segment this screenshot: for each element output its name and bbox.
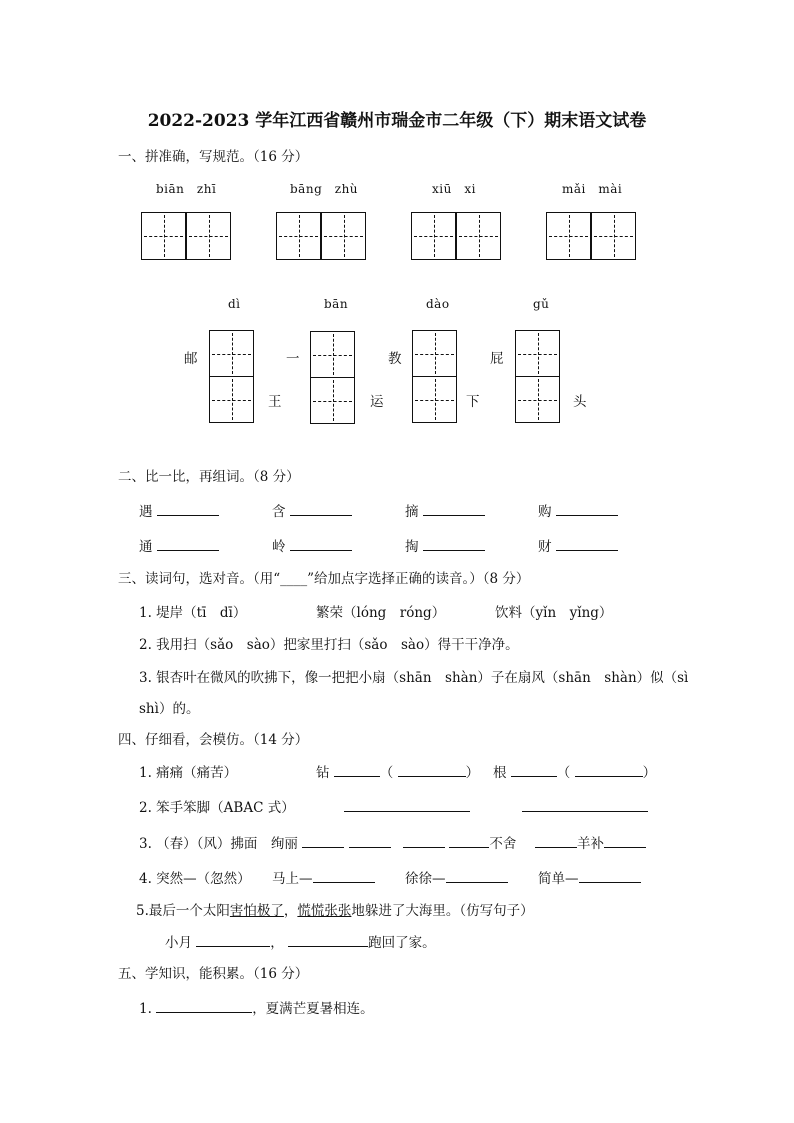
writing-box[interactable] <box>141 212 186 260</box>
compare-item: 购 <box>538 500 618 520</box>
writing-box[interactable] <box>412 330 457 377</box>
side-char: 一 <box>286 351 300 367</box>
compare-item: 含 <box>272 500 352 520</box>
q4-item-2: 2. 笨手笨脚（ABAC 式） <box>139 800 295 816</box>
side-char: 运 <box>370 394 384 410</box>
q4-item-1b: 根 （ ） <box>493 761 656 781</box>
q4-item-5: 5.最后一个太阳害怕极了，慌慌张张地躲进了大海里。（仿写句子） <box>136 903 534 919</box>
writing-box[interactable] <box>310 377 355 424</box>
q4-item-3: 3. （春）（风）拂面 绚丽 不舍 羊补 <box>139 832 646 852</box>
writing-box[interactable] <box>411 212 456 260</box>
q4-item-4b: 徐徐— <box>405 867 508 887</box>
compare-item: 岭 <box>272 535 352 555</box>
answer-blank[interactable] <box>423 536 485 551</box>
writing-box[interactable] <box>209 330 254 377</box>
answer-blank[interactable] <box>302 833 344 848</box>
q3-item-1c: 饮料（yǐn yǐng） <box>495 605 613 621</box>
answer-blank[interactable] <box>290 501 352 516</box>
compare-item: 摘 <box>405 500 485 520</box>
section-1-heading: 一、拼准确，写规范。（16 分） <box>118 149 309 165</box>
answer-blank[interactable] <box>575 762 643 777</box>
q3-item-1b: 繁荣（lóng róng） <box>316 605 446 621</box>
q3-item-3: 3. 银杏叶在微风的吹拂下，像一把把小扇（shān shàn）子在扇风（shān shàn）似（sì <box>139 670 689 686</box>
section-2-heading: 二、比一比，再组词。（8 分） <box>118 469 300 485</box>
answer-blank[interactable] <box>522 797 648 812</box>
answer-blank[interactable] <box>449 833 489 848</box>
answer-blank[interactable] <box>344 797 470 812</box>
q3-item-2: 2. 我用扫（sǎo sào）把家里打扫（sǎo sào）得干干净净。 <box>139 637 519 653</box>
compare-item: 掏 <box>405 535 485 555</box>
q4-item-4-example: 4. 突然—（忽然） <box>139 871 251 887</box>
answer-blank[interactable] <box>423 501 485 516</box>
q5-item-1: 1. ，夏满芒夏暑相连。 <box>139 997 374 1017</box>
writing-box[interactable] <box>209 376 254 423</box>
writing-box[interactable] <box>546 212 591 260</box>
writing-box[interactable] <box>515 330 560 377</box>
answer-blank[interactable] <box>156 998 252 1013</box>
q3-item-3-cont: shì）的。 <box>139 701 200 717</box>
answer-blank[interactable] <box>288 932 368 947</box>
answer-blank[interactable] <box>535 833 577 848</box>
pinyin-4: mǎi mài <box>562 182 623 196</box>
q4-item-1a: 钻 （ ） <box>316 761 479 781</box>
compare-item: 遇 <box>139 500 219 520</box>
writing-box[interactable] <box>276 212 321 260</box>
answer-blank[interactable] <box>290 536 352 551</box>
section-5-heading: 五、学知识，能积累。（16 分） <box>118 966 309 982</box>
q4-item-1-example: 1. 痛痛（痛苦） <box>139 765 238 781</box>
q4-item-4a: 马上— <box>272 867 375 887</box>
side-char: 下 <box>466 394 480 410</box>
answer-blank[interactable] <box>157 536 219 551</box>
writing-box[interactable] <box>321 212 366 260</box>
pinyin-5: dì <box>228 297 241 311</box>
side-char: 屁 <box>490 351 504 367</box>
writing-box[interactable] <box>515 376 560 423</box>
q4-item-4c: 简单— <box>538 867 641 887</box>
answer-blank[interactable] <box>196 932 270 947</box>
q4-item-5-answer: 小月 ， 跑回了家。 <box>165 931 436 951</box>
writing-box[interactable] <box>456 212 501 260</box>
pinyin-8: gǔ <box>533 297 550 311</box>
answer-blank[interactable] <box>403 833 445 848</box>
side-char: 教 <box>388 351 402 367</box>
compare-item: 通 <box>139 535 219 555</box>
side-char: 邮 <box>184 351 198 367</box>
writing-box[interactable] <box>412 376 457 423</box>
writing-box[interactable] <box>186 212 231 260</box>
page-title: 2022-2023 学年江西省赣州市瑞金市二年级（下）期末语文试卷 <box>147 111 647 131</box>
pinyin-6: bān <box>324 297 349 311</box>
side-char: 头 <box>573 394 587 410</box>
answer-blank[interactable] <box>334 762 380 777</box>
section-4-heading: 四、仔细看，会模仿。（14 分） <box>118 732 309 748</box>
answer-blank[interactable] <box>398 762 466 777</box>
pinyin-2: bāng zhù <box>290 182 359 196</box>
answer-blank[interactable] <box>349 833 391 848</box>
answer-blank[interactable] <box>446 868 508 883</box>
pinyin-1: biān zhī <box>156 182 217 196</box>
compare-item: 财 <box>538 535 618 555</box>
answer-blank[interactable] <box>579 868 641 883</box>
answer-blank[interactable] <box>556 501 618 516</box>
answer-blank[interactable] <box>556 536 618 551</box>
answer-blank[interactable] <box>313 868 375 883</box>
writing-box[interactable] <box>310 331 355 378</box>
answer-blank[interactable] <box>157 501 219 516</box>
answer-blank[interactable] <box>511 762 557 777</box>
q3-item-1a: 1. 堤岸（tī dī） <box>139 605 247 621</box>
side-char: 王 <box>268 394 282 410</box>
writing-box[interactable] <box>591 212 636 260</box>
answer-blank[interactable] <box>604 833 646 848</box>
pinyin-7: dào <box>426 297 450 311</box>
pinyin-3: xiū xi <box>432 182 476 196</box>
section-3-heading: 三、读词句，选对音。（用“____”给加点字选择正确的读音。）（8 分） <box>118 571 530 587</box>
